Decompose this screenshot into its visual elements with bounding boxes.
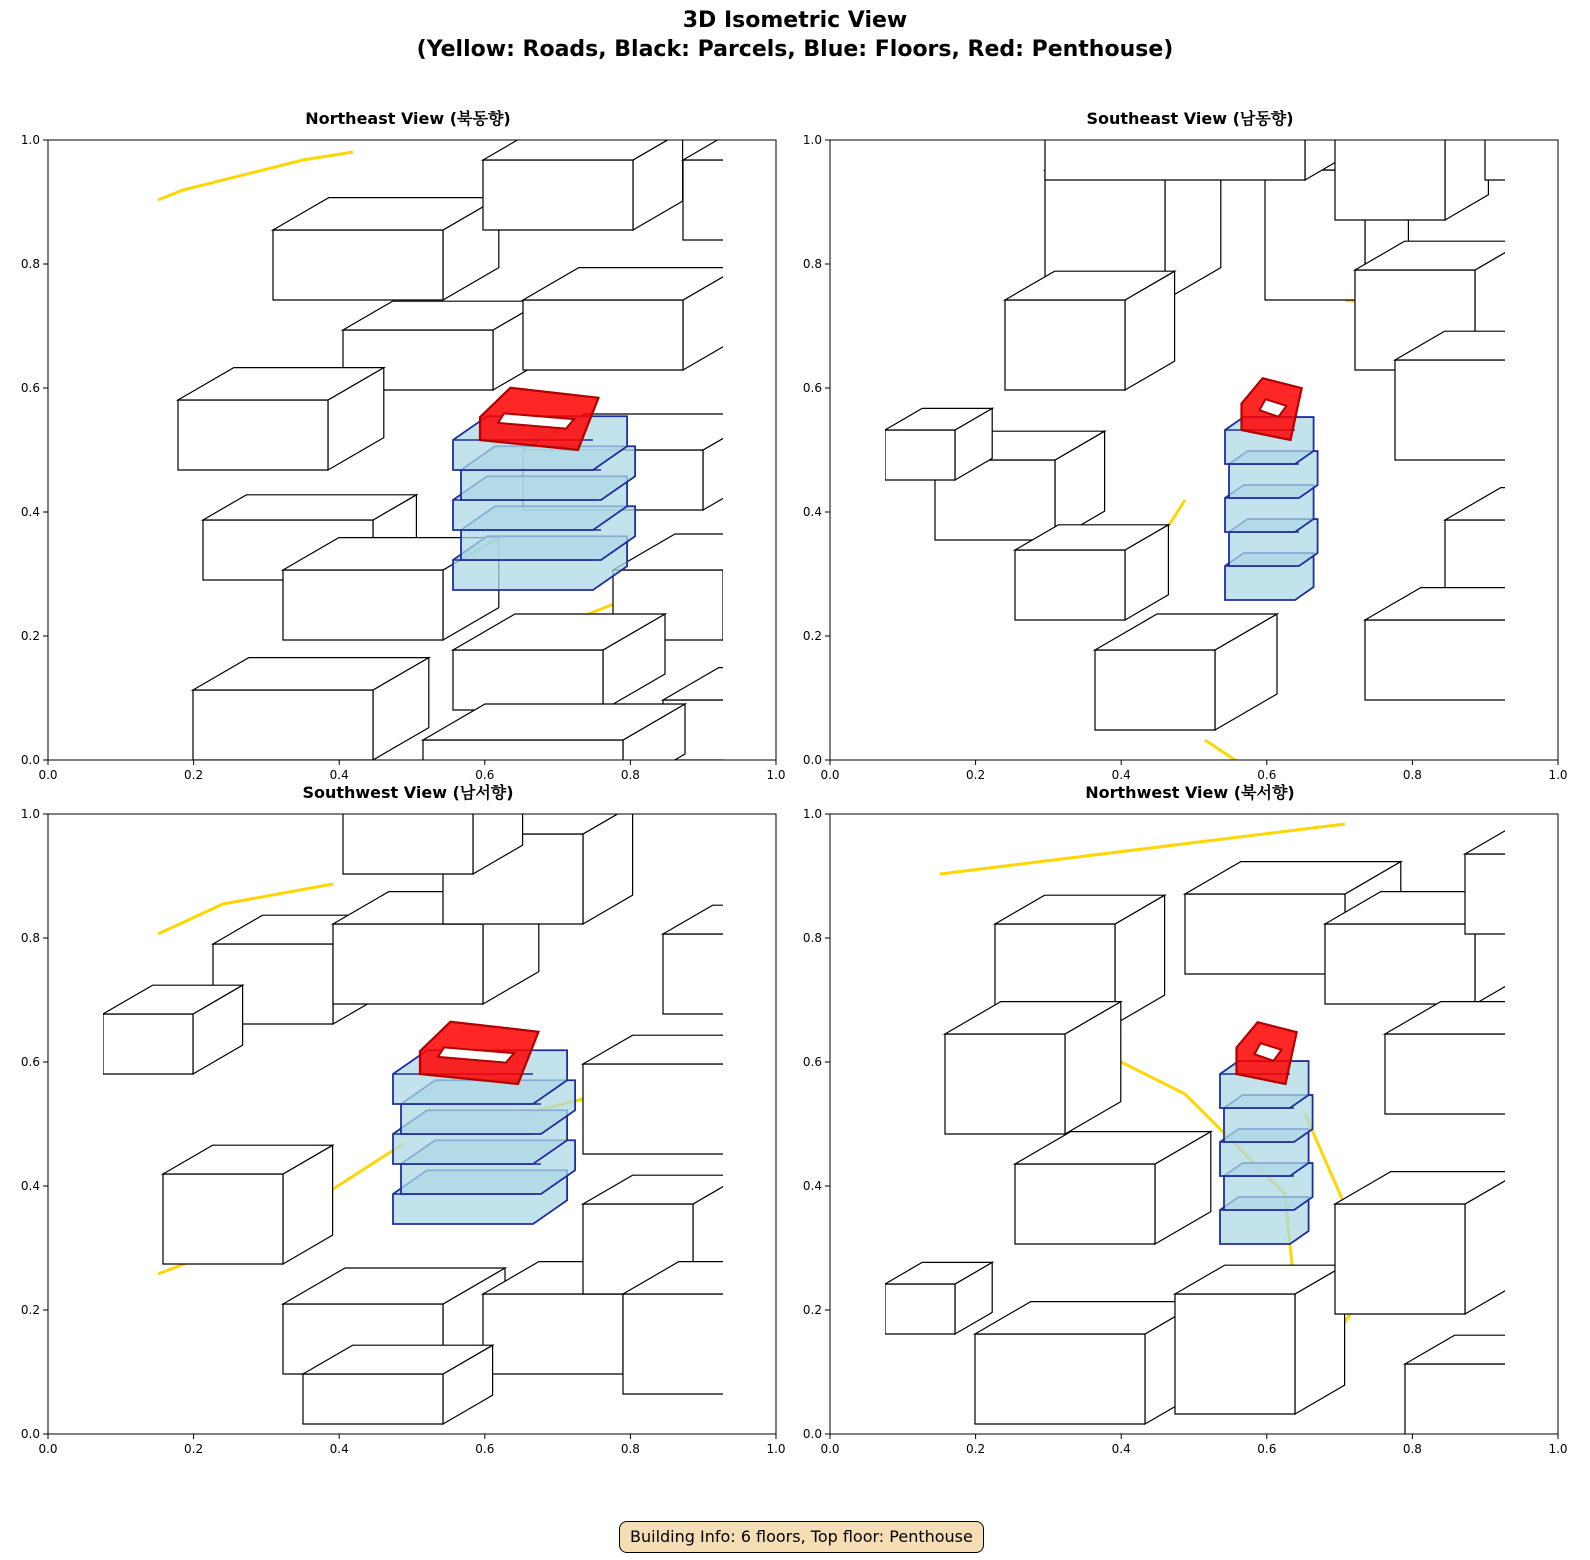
- building-front: [193, 690, 373, 760]
- x-tick-label: 0.6: [1257, 1442, 1277, 1456]
- building-front: [1325, 924, 1475, 1004]
- building-front: [178, 400, 328, 470]
- y-tick-label: 0.0: [802, 1427, 822, 1441]
- y-tick-label: 1.0: [20, 133, 40, 147]
- parcel-building: [945, 1002, 1121, 1134]
- parcel-building: [1045, 91, 1355, 180]
- building-front: [283, 570, 443, 640]
- parcel-building: [523, 268, 739, 370]
- plot-area: [20, 807, 786, 1456]
- building-front: [453, 650, 603, 710]
- x-tick-label: 0.8: [1402, 1442, 1422, 1456]
- y-tick-label: 0.6: [20, 381, 40, 395]
- building-front: [1335, 1204, 1465, 1314]
- building-front: [333, 924, 483, 1004]
- x-tick-label: 0.8: [620, 1442, 640, 1456]
- parcel-building: [178, 368, 384, 470]
- y-tick-label: 0.0: [20, 753, 40, 767]
- parcel-building: [1015, 525, 1168, 620]
- parcel-building: [975, 1302, 1201, 1424]
- building-front: [975, 1334, 1145, 1424]
- plot-area: [802, 133, 1568, 782]
- parcel-building: [1175, 1265, 1345, 1414]
- x-tick-label: 0.8: [1402, 768, 1422, 782]
- x-tick-label: 0.2: [966, 768, 986, 782]
- building-info-box: Building Info: 6 floors, Top floor: Penthouse: [619, 1521, 984, 1553]
- building-front: [303, 1374, 443, 1424]
- x-tick-label: 0.2: [966, 1442, 986, 1456]
- plot-area: [802, 807, 1568, 1456]
- x-tick-label: 0.6: [1257, 768, 1277, 782]
- y-tick-label: 0.0: [20, 1427, 40, 1441]
- x-tick-label: 1.0: [1548, 768, 1568, 782]
- building-front: [273, 230, 443, 300]
- building-front: [885, 430, 955, 480]
- x-tick-label: 0.8: [620, 768, 640, 782]
- chart-svg: [10, 130, 786, 782]
- building-front: [1175, 1294, 1295, 1414]
- panel-title: Southeast View (남동향): [1086, 109, 1294, 128]
- parcel-building: [1005, 271, 1175, 390]
- x-tick-label: 1.0: [766, 1442, 786, 1456]
- y-tick-label: 0.8: [20, 931, 40, 945]
- x-tick-label: 0.0: [820, 1442, 840, 1456]
- parcel-building: [1015, 1132, 1211, 1244]
- building-front: [483, 160, 633, 230]
- building-top: [1485, 75, 1590, 100]
- building-front: [1005, 300, 1125, 390]
- x-tick-label: 0.4: [1111, 768, 1131, 782]
- y-tick-label: 0.2: [20, 629, 40, 643]
- panel-northeast: [0, 108, 786, 782]
- y-tick-label: 0.2: [802, 1303, 822, 1317]
- y-tick-label: 1.0: [802, 807, 822, 821]
- figure-title-line-1: 3D Isometric View: [682, 8, 908, 33]
- plot-area: [20, 133, 786, 782]
- y-tick-label: 1.0: [20, 807, 40, 821]
- y-tick-label: 0.4: [20, 1179, 40, 1193]
- y-tick-label: 0.6: [20, 1055, 40, 1069]
- y-tick-label: 0.8: [802, 931, 822, 945]
- building-front: [483, 1294, 623, 1374]
- x-tick-label: 0.6: [475, 768, 495, 782]
- building-front: [1385, 1034, 1515, 1114]
- building-front: [523, 300, 683, 370]
- y-tick-label: 0.6: [802, 1055, 822, 1069]
- parcel-building: [423, 704, 685, 790]
- building-side: [1565, 488, 1590, 600]
- building-front: [103, 1014, 193, 1074]
- y-tick-label: 0.4: [802, 1179, 822, 1193]
- y-tick-label: 0.8: [802, 257, 822, 271]
- y-tick-label: 0.4: [802, 505, 822, 519]
- x-tick-label: 0.0: [38, 1442, 58, 1456]
- building-front: [1185, 894, 1345, 974]
- panel-title: Southwest View (남서향): [302, 783, 514, 802]
- x-tick-label: 0.0: [820, 768, 840, 782]
- building-front: [885, 1284, 955, 1334]
- y-tick-label: 0.4: [20, 505, 40, 519]
- panel-title: Northwest View (북서향): [1085, 783, 1295, 802]
- x-tick-label: 0.2: [184, 768, 204, 782]
- target-building: [453, 388, 635, 590]
- chart-svg: [10, 804, 786, 1456]
- y-tick-label: 0.2: [20, 1303, 40, 1317]
- y-tick-label: 0.2: [802, 629, 822, 643]
- figure-title: [0, 6, 1590, 64]
- parcel-building: [193, 658, 429, 760]
- chart-svg: [792, 130, 1568, 782]
- panel-southwest: [0, 782, 786, 1456]
- building-front: [1015, 1164, 1155, 1244]
- target-building: [393, 1022, 575, 1224]
- x-tick-label: 0.0: [38, 768, 58, 782]
- x-tick-label: 0.4: [1111, 1442, 1131, 1456]
- y-tick-label: 0.8: [20, 257, 40, 271]
- y-tick-label: 0.6: [802, 381, 822, 395]
- parcel-building: [483, 131, 683, 230]
- x-tick-label: 0.6: [475, 1442, 495, 1456]
- building-front: [583, 1064, 733, 1154]
- building-front: [1095, 650, 1215, 730]
- parcel-building: [163, 1145, 333, 1264]
- panel-southeast: [782, 108, 1568, 782]
- panel-title: Northeast View (북동향): [305, 109, 511, 128]
- x-tick-label: 0.4: [329, 1442, 349, 1456]
- parcel-building: [303, 1345, 493, 1424]
- y-tick-label: 1.0: [802, 133, 822, 147]
- x-tick-label: 1.0: [766, 768, 786, 782]
- building-front: [1335, 130, 1445, 220]
- figure-title-line-2: (Yellow: Roads, Black: Parcels, Blue: Floors, Red: Penthouse): [416, 37, 1174, 62]
- building-front: [163, 1174, 283, 1264]
- parcel-building: [273, 198, 499, 300]
- chart-svg: [792, 804, 1568, 1456]
- x-tick-label: 0.2: [184, 1442, 204, 1456]
- building-front: [1365, 620, 1515, 700]
- y-tick-label: 0.0: [802, 753, 822, 767]
- parcel-building: [1335, 1172, 1521, 1314]
- x-tick-label: 1.0: [1548, 1442, 1568, 1456]
- building-front: [945, 1034, 1065, 1134]
- building-front: [1015, 550, 1125, 620]
- panel-northwest: [782, 782, 1568, 1456]
- x-tick-label: 0.4: [329, 768, 349, 782]
